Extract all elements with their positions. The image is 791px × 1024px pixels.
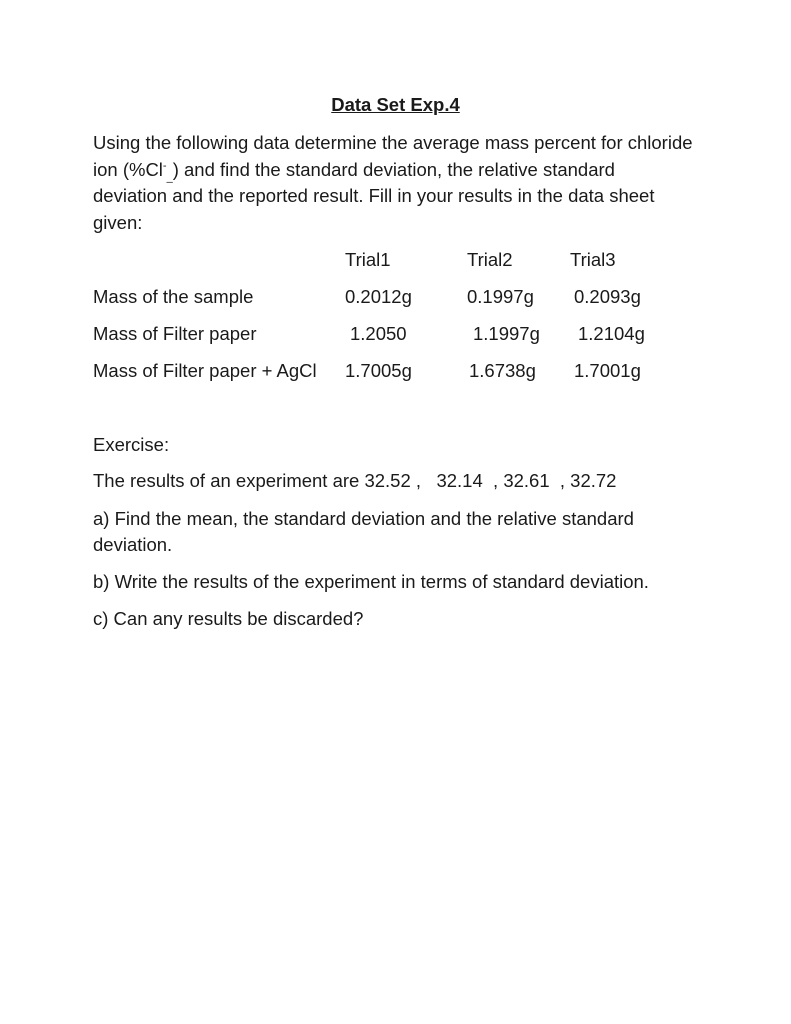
table-cell: 0.2012g (345, 286, 412, 307)
table-row (0, 323, 791, 347)
table-cell: 1.2050 (350, 323, 407, 344)
question-c: c) Can any results be discarded? (93, 608, 364, 629)
header-trial-3: Trial3 (570, 249, 616, 270)
row-label: Mass of Filter paper (93, 323, 257, 344)
table-cell: 0.2093g (574, 286, 641, 307)
exercise-heading: Exercise: (93, 434, 170, 455)
header-trial-2: Trial2 (467, 249, 513, 270)
question-b: b) Write the results of the experiment in terms of standard deviation. (93, 571, 649, 592)
question-a: a) Find the mean, the standard deviation and the relative standard deviation. (93, 508, 634, 555)
exercise-results-line: The results of an experiment are 32.52 , 32.14 , 32.61 , 32.72 (93, 470, 617, 491)
table-cell: 1.7001g (574, 360, 641, 381)
intro-text-before: Using the following data determine the average mass percent for chloride ion (%Cl (93, 132, 693, 180)
table-cell: 1.1997g (473, 323, 540, 344)
table-row (0, 286, 791, 310)
table-cell: 1.2104g (578, 323, 645, 344)
table-cell: 0.1997g (467, 286, 534, 307)
table-row (0, 360, 791, 384)
intro-text-after: ) and find the standard deviation, the relative standard deviation and the reported result. Fill in your results in the data sheet given: (93, 158, 655, 233)
superscript-minus: - (162, 159, 167, 172)
row-label: Mass of the sample (93, 286, 254, 307)
intro-paragraph (93, 130, 693, 236)
page-title: Data Set Exp.4 (331, 94, 460, 115)
table-cell: 1.6738g (469, 360, 536, 381)
header-trial-1: Trial1 (345, 249, 391, 270)
subscript-underscore: _ (166, 171, 173, 184)
table-header-row (0, 249, 791, 273)
table-cell: 1.7005g (345, 360, 412, 381)
row-label: Mass of Filter paper + AgCl (93, 360, 317, 381)
